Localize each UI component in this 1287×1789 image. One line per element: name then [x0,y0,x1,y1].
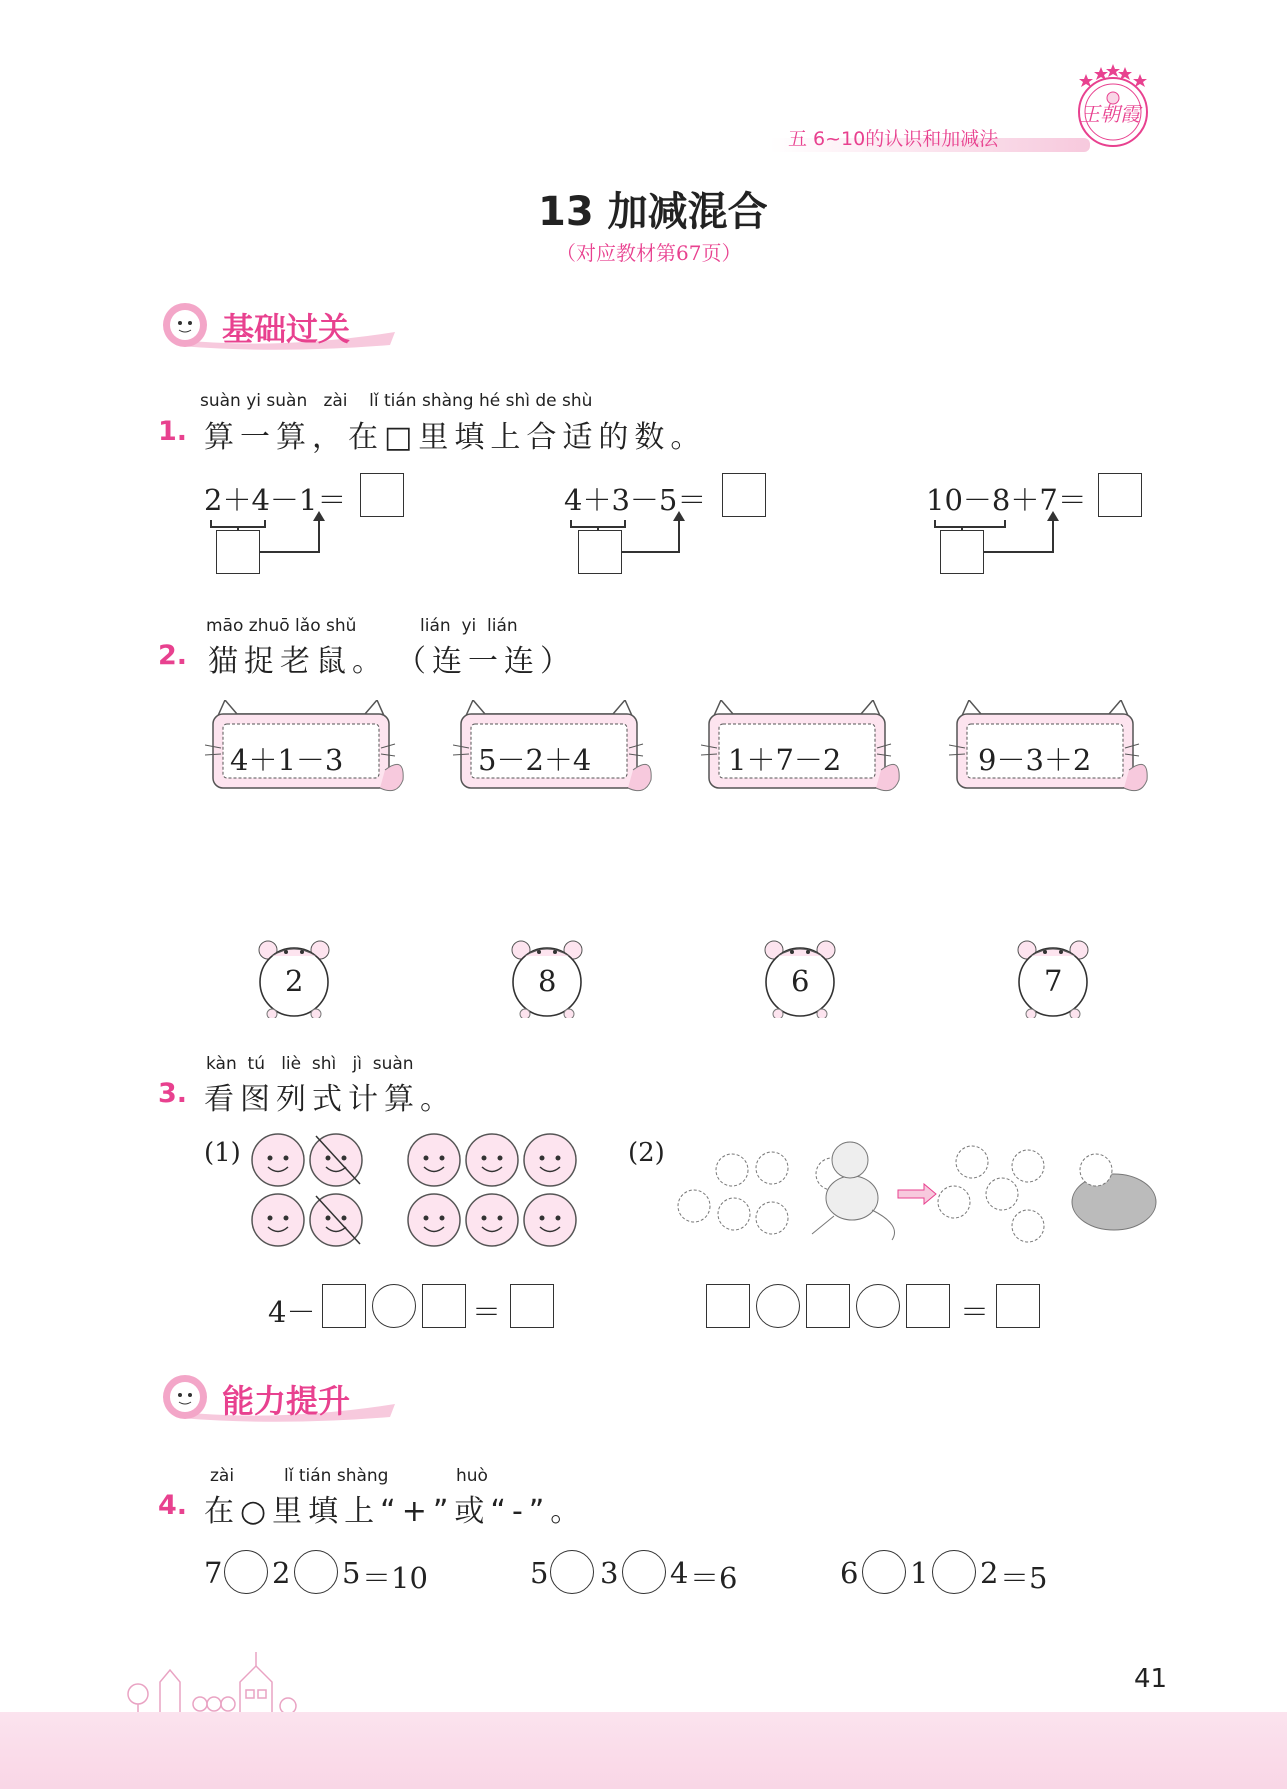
q3-eq2-box-3[interactable] [906,1284,950,1328]
mouse-number-3: 6 [791,964,810,998]
q4-eq2-c: 4 [670,1556,689,1590]
q4-eq3-circle-2[interactable] [932,1550,976,1594]
cat-expr-4: 9－3＋2 [978,743,1092,777]
q4-eq2-circle-2[interactable] [622,1550,666,1594]
q1-answer-box-2[interactable] [722,473,766,517]
q1-bracket-3 [1004,520,1006,528]
footer-town-decoration [120,1646,420,1716]
cat-expr-2: 5－2＋4 [478,743,592,777]
q3-eq1-start: 4－ [268,1295,316,1329]
q3-eq1-equals: ＝ [472,1295,502,1329]
q1-expr-2: 4＋3－5＝ [564,483,707,517]
q4-eq3-circle-1[interactable] [862,1550,906,1594]
q2-text-b: （连一连） [396,644,576,679]
q4-pinyin-c: huò [456,1466,488,1486]
page-subtitle: （对应教材第67页） [556,241,742,265]
cat-expr-3: 1＋7－2 [728,743,842,777]
cat-expr-1: 4＋1－3 [230,743,344,777]
q3-eq1-box-2[interactable] [422,1284,466,1328]
q4-pinyin-b: lǐ tián shàng [284,1466,389,1486]
arrow-up-icon [1047,511,1059,521]
q1-number: 1. [158,416,188,447]
brand-badge-text: 王朝霞 [1080,102,1140,126]
q4-eq1-b: 2 [272,1556,291,1590]
q3-eq2-circle-1[interactable] [756,1284,800,1328]
arrow-up-icon [313,511,325,521]
q3-eq2-box-1[interactable] [706,1284,750,1328]
chapter-title: 五 6~10的认识和加减法 [788,128,999,150]
q3-part2-label: (2) [628,1138,665,1168]
q4-eq2-circle-1[interactable] [550,1550,594,1594]
q1-step-box-3[interactable] [940,530,984,574]
q3-eq1-box-1[interactable] [322,1284,366,1328]
mouse-number-1: 2 [285,964,304,998]
q1-text: 算一算，在□里填上合适的数。 [204,420,707,455]
q4-eq3-a: 6 [840,1556,859,1590]
q4-eq1-circle-2[interactable] [294,1550,338,1594]
q4-eq3-b: 1 [910,1556,929,1590]
q1-expr-3: 10－8＋7＝ [926,483,1087,517]
q1-arrow-3 [984,551,1054,553]
q4-eq1-c: 5 [342,1556,361,1590]
q4-eq3-result: ＝5 [1000,1561,1048,1595]
page-title: 13 加减混合 [538,189,768,235]
q2-text: 猫捉老鼠。 [208,644,388,679]
q3-number: 3. [158,1078,188,1109]
q1-bracket-3 [934,526,1006,528]
footer-band [0,1712,1287,1789]
q3-pinyin: kàn tú liè shì jì suàn [206,1054,414,1074]
q4-eq2-a: 5 [530,1556,549,1590]
q2-pinyin-a: māo zhuō lǎo shǔ [206,616,357,636]
q1-pinyin: suàn yi suàn zài lǐ tián shàng hé shì de shù [200,391,593,411]
q4-text: 在○里填上“+”或“-”。 [204,1494,587,1529]
q1-arrow-2 [622,551,680,553]
page-number: 41 [1134,1664,1168,1694]
q4-eq2-b: 3 [600,1556,619,1590]
q3-eq2-equals: ＝ [960,1295,990,1329]
q1-step-box-2[interactable] [578,530,622,574]
q4-eq1-circle-1[interactable] [224,1550,268,1594]
q4-eq1-result: ＝10 [362,1561,428,1595]
q3-text: 看图列式计算。 [204,1082,456,1117]
q1-arrow-3 [1052,520,1054,553]
q3-eq2-box-2[interactable] [806,1284,850,1328]
mouse-number-4: 7 [1044,964,1063,998]
q3-eq2-result-box[interactable] [996,1284,1040,1328]
arrow-up-icon [673,511,685,521]
q1-answer-box-3[interactable] [1098,473,1142,517]
q3-eq2-circle-2[interactable] [856,1284,900,1328]
q1-step-box-1[interactable] [216,530,260,574]
section-title-basic: 基础过关 [222,310,351,348]
q1-arrow-2 [678,520,680,553]
mouse-number-2: 8 [538,964,557,998]
monkey-peaches-illustration [672,1130,1162,1250]
q2-number: 2. [158,640,188,671]
q4-eq3-c: 2 [980,1556,999,1590]
q3-eq1-circle-1[interactable] [372,1284,416,1328]
q1-arrow-1 [318,520,320,553]
section-title-advanced: 能力提升 [222,1382,351,1420]
q1-bracket-2 [624,520,626,528]
q1-arrow-1 [260,551,320,553]
q1-answer-box-1[interactable] [360,473,404,517]
q4-eq1-a: 7 [204,1556,223,1590]
q3-eq1-result-box[interactable] [510,1284,554,1328]
q1-expr-1: 2＋4－1＝ [204,483,347,517]
smiley-group-2 [406,1132,586,1252]
q3-part1-label: (1) [204,1138,241,1168]
q1-bracket-1 [264,520,266,528]
q2-pinyin-b: lián yi lián [420,616,518,636]
q4-number: 4. [158,1490,188,1521]
q4-eq2-result: ＝6 [690,1561,738,1595]
q4-pinyin-a: zài [210,1466,235,1486]
smiley-group-1 [250,1132,370,1252]
